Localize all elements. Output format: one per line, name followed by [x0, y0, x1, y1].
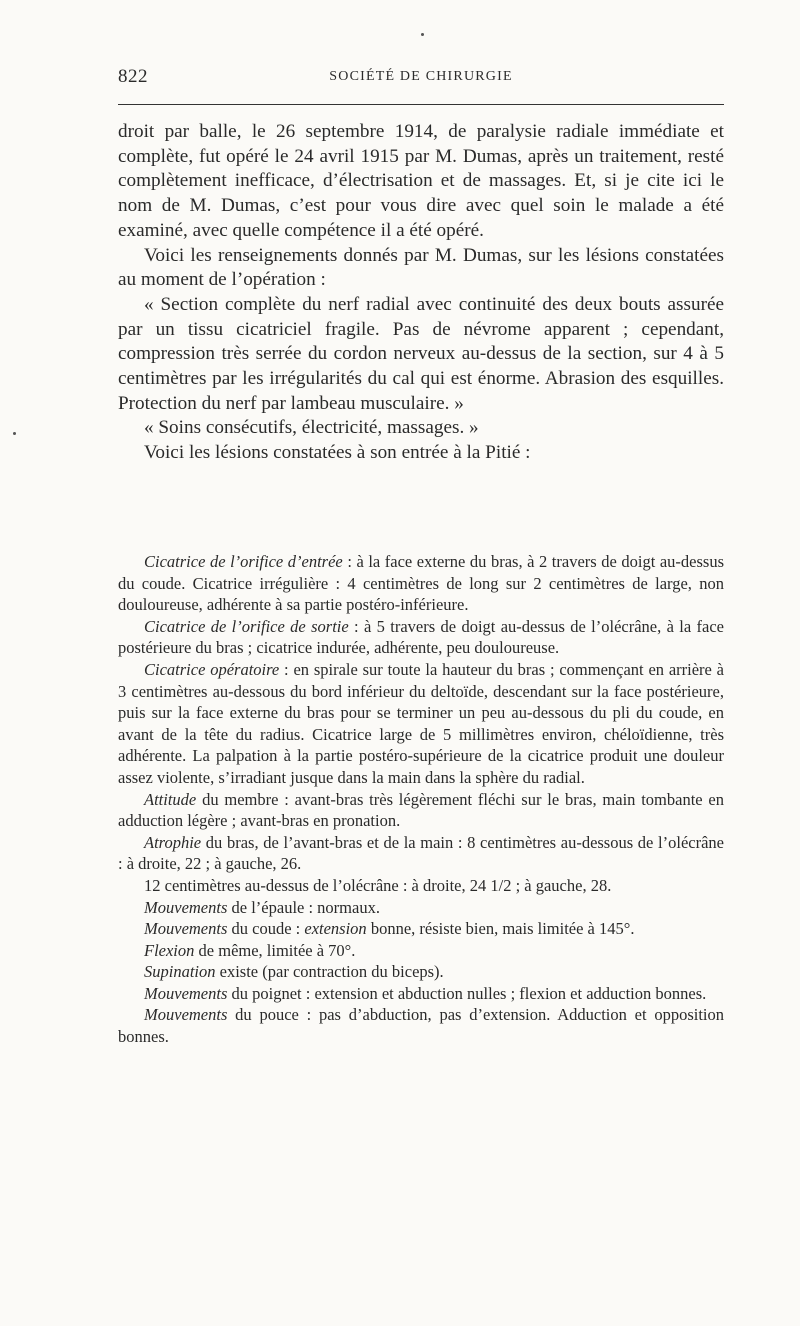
print-speck [421, 33, 424, 36]
observation-entry [118, 551, 724, 616]
observation-text: : en spirale sur toute la hauteur du bras ; commençant en arrière à 3 centimètres au-dessous du bord inférieur du deltoïde, descendant sur la face postérieure, puis sur la face externe du bras pour se terminer un peu au-dessous du pli du coude, en avant de la tête du radius. Cicatrice large de 5 millimètres environ, chéloïdienne, très adhérente. La palpation à la partie postéro-supérieure de la cicatrice produit une douleur assez violente, s’irradiant jusque dans la main dans la sphère du radial. [118, 659, 724, 787]
observation-text: existe (par contraction du biceps). [215, 962, 444, 982]
observation-lead: extension [304, 919, 367, 939]
observation-text: de l’épaule : normaux. [227, 897, 380, 917]
observation-entry [118, 789, 724, 832]
observation-lead: Atrophie [144, 832, 202, 852]
observation-lead: Cicatrice opératoire [144, 659, 280, 679]
header-rule [118, 104, 724, 105]
observation-lead: Flexion [144, 940, 195, 960]
observation-text: 12 centimètres au-dessus de l’olécrâne : à droite, 24 1/2 ; à gauche, 28. [144, 875, 612, 895]
observation-entry [118, 1004, 724, 1047]
observation-lead: Supination [144, 962, 216, 982]
observation-entry [118, 961, 724, 983]
observation-lead: Cicatrice de l’orifice de sortie [144, 616, 349, 636]
page-number: 822 [118, 66, 148, 87]
paragraph: droit par balle, le 26 septembre 1914, de paralysie radiale immédiate et complète, fut opéré le 24 avril 1915 par M. Dumas, après un traitement, resté complètement inefficace, d’électrisation et de massages. Et, si je cite ici le nom de M. Dumas, c’est pour vous dire avec quel soin le malade a été examiné, avec quelle compétence il a été opéré. [118, 121, 724, 241]
observation-entry [118, 897, 724, 919]
observation-text: de même, limitée à 70°. [194, 940, 356, 960]
observation-lead: Attitude [144, 789, 197, 809]
observation-text: du poignet : extension et abduction nulles ; flexion et adduction bonnes. [227, 983, 707, 1003]
observation-entry [118, 940, 724, 962]
observation-text: du coude : [227, 919, 305, 939]
observation-text: : à la face externe du bras, à 2 travers de doigt au-dessus du coude. Cicatrice irrégulière : 4 centimètres de long sur 2 centimètres de large, non douloureuse, adhérente à sa partie postéro-inférieure. [118, 552, 725, 615]
paragraph: Voici les lésions constatées à son entrée à la Pitié : [144, 442, 531, 464]
running-head: SOCIÉTÉ DE CHIRURGIE [329, 69, 513, 84]
observation-entry [118, 918, 724, 940]
print-speck [13, 432, 16, 435]
observation-lead: Mouvements [144, 897, 228, 917]
main-text [118, 120, 724, 466]
page-header [118, 66, 724, 90]
observation-lead: Mouvements [144, 1005, 228, 1025]
observation-entry [118, 983, 724, 1005]
observation-lead: Mouvements [144, 983, 228, 1003]
observation-lead: Mouvements [144, 919, 228, 939]
observation-text: du bras, de l’avant-bras et de la main : 8 centimètres au-dessous de l’olécrâne : à droite, 22 ; à gauche, 26. [118, 832, 724, 874]
observation-entry [118, 659, 724, 789]
observation-text: : à 5 travers de doigt au-dessus de l’olécrâne, à la face postérieure du bras ; cicatrice indurée, adhérente, peu douloureuse. [118, 616, 724, 658]
quote-paragraph: « Soins consécutifs, électricité, massages. » [144, 417, 479, 439]
observation-text: du pouce : pas d’abduction, pas d’extension. Adduction et opposition bonnes. [118, 1005, 724, 1047]
observation-entry [118, 832, 724, 875]
quote-paragraph: « Section complète du nerf radial avec continuité des deux bouts assurée par un tissu cicatriciel fragile. Pas de névrome apparent ; cependant, compression très serrée du cordon nerveux au-dessus de la section, sur 4 à 5 centimètres par les irrégularités du cal qui est énorme. Abrasion des esquilles. Protection du nerf par lambeau musculaire. » [118, 293, 724, 414]
observation-entry [118, 875, 724, 897]
paragraph: Voici les renseignements donnés par M. Dumas, sur les lésions constatées au moment de l’opération : [118, 244, 724, 291]
observation-text: bonne, résiste bien, mais limitée à 145°. [366, 919, 635, 939]
observation-notes [118, 551, 724, 1048]
observation-entry [118, 616, 724, 659]
observation-text: du membre : avant-bras très légèrement fléchi sur le bras, main tombante en adduction légère ; avant-bras en pronation. [118, 789, 724, 831]
observation-lead: Cicatrice de l’orifice d’entrée [144, 552, 343, 571]
